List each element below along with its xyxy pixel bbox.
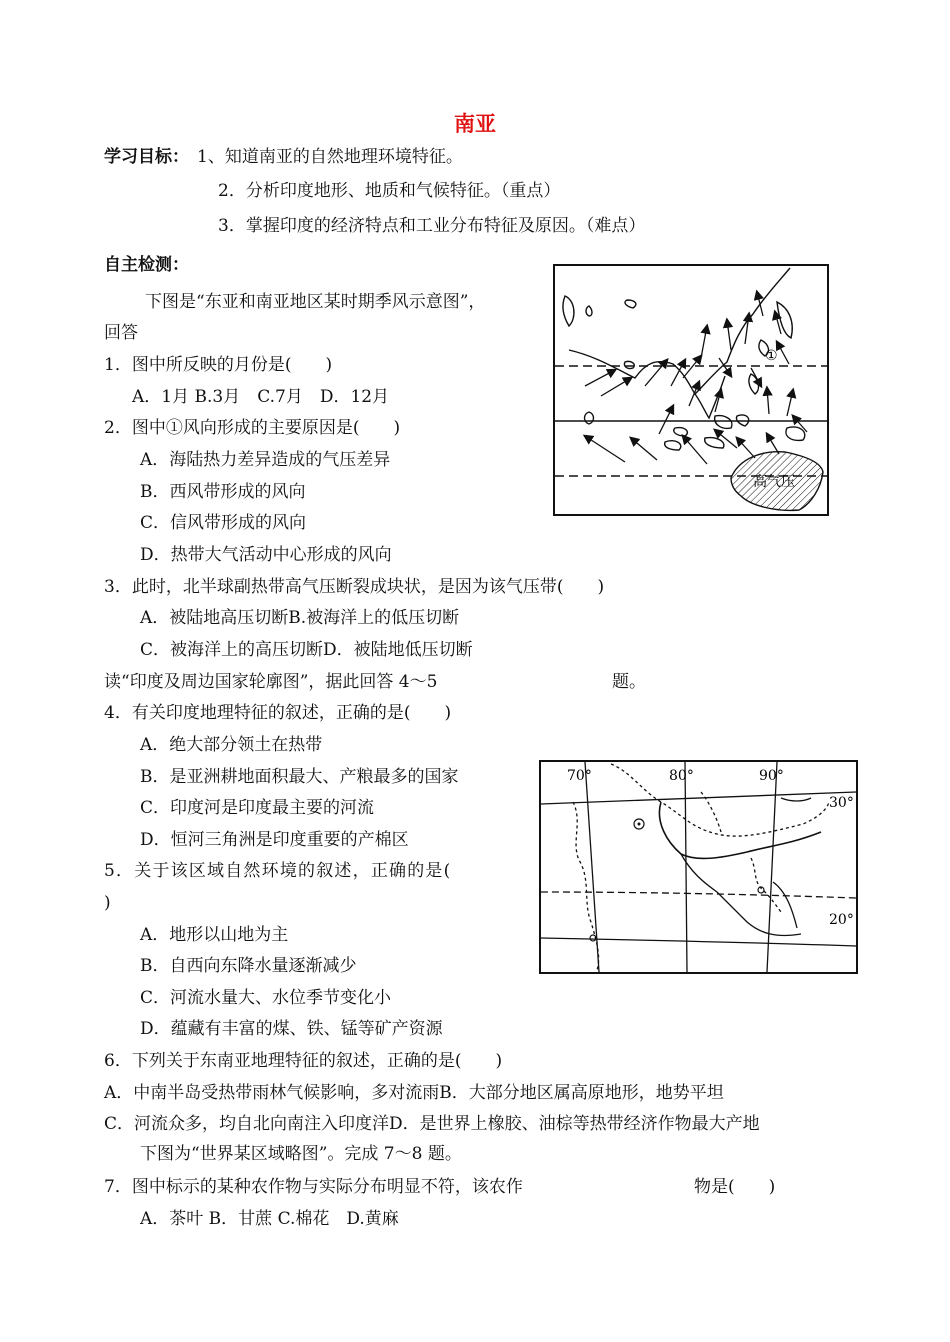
lat-30: 30° bbox=[829, 795, 854, 811]
q4-stem: 4．有关印度地理特征的叙述，正确的是( ) bbox=[104, 703, 452, 723]
q5-stem-cont: ) bbox=[104, 893, 111, 913]
objective-1: 1、知道南亚的自然地理环境特征。 bbox=[197, 147, 463, 167]
lon-70: 70° bbox=[567, 768, 592, 784]
q4-option-a: A．绝大部分领土在热带 bbox=[140, 735, 323, 755]
intro-1-line-2: 回答 bbox=[104, 323, 138, 343]
wind-label-1: ① bbox=[765, 348, 778, 364]
q1-stem: 1．图中所反映的月份是( ) bbox=[104, 355, 333, 375]
self-check-heading: 自主检测： bbox=[104, 255, 189, 275]
q5-option-a: A．地形以山地为主 bbox=[140, 925, 289, 945]
lon-80: 80° bbox=[669, 768, 694, 784]
objective-3: 3．掌握印度的经济特点和工业分布特征及原因。（难点） bbox=[218, 216, 646, 236]
q7-stem-a: 7．图中标示的某种农作物与实际分布明显不符，该农作 bbox=[104, 1177, 523, 1197]
lon-90: 90° bbox=[759, 768, 784, 784]
q6-options-ab: A．中南半岛受热带雨林气候影响，多对流雨B．大部分地区属高原地形，地势平坦 bbox=[104, 1083, 724, 1103]
india-outline-map bbox=[539, 760, 858, 974]
high-pressure-label: 高气压 bbox=[753, 474, 795, 490]
q6-options-cd: C．河流众多，均自北向南注入印度洋D．是世界上橡胶、油棕等热带经济作物最大产地 bbox=[104, 1114, 760, 1134]
objectives-label: 学习目标： bbox=[104, 147, 189, 167]
q2-stem: 2．图中①风向形成的主要原因是( ) bbox=[104, 418, 401, 438]
q4-option-b: B．是亚洲耕地面积最大、产粮最多的国家 bbox=[140, 767, 459, 787]
monsoon-map-drawing bbox=[555, 266, 827, 514]
read-map-3: 下图为“世界某区域略图”。完成 7～8 题。 bbox=[140, 1144, 462, 1164]
q2-option-b: B．西风带形成的风向 bbox=[140, 482, 306, 502]
q3-options-ab: A．被陆地高压切断B.被海洋上的低压切断 bbox=[140, 608, 460, 628]
lat-20: 20° bbox=[829, 912, 854, 928]
q6-stem: 6．下列关于东南亚地理特征的叙述，正确的是( ) bbox=[104, 1051, 503, 1071]
india-map-drawing bbox=[541, 762, 856, 972]
q3-options-cd: C．被海洋上的高压切断D．被陆地低压切断 bbox=[140, 640, 473, 660]
intro-1-line-1: 下图是“东亚和南亚地区某时期季风示意图”， bbox=[145, 292, 486, 312]
read-map-2-a: 读“印度及周边国家轮廓图”，据此回答 4～5 bbox=[104, 672, 438, 692]
objective-2: 2．分析印度地形、地质和气候特征。（重点） bbox=[218, 181, 561, 201]
q7-stem-b: 物是( ) bbox=[694, 1177, 776, 1197]
q1-options: A．1月 B.3月 C.7月 D．12月 bbox=[132, 387, 390, 407]
q2-option-d: D．热带大气活动中心形成的风向 bbox=[140, 545, 392, 565]
q5-option-c: C．河流水量大、水位季节变化小 bbox=[140, 988, 392, 1008]
q3-stem: 3．此时，北半球副热带高气压断裂成块状，是因为该气压带( ) bbox=[104, 577, 605, 597]
q5-option-b: B．自西向东降水量逐渐减少 bbox=[140, 956, 357, 976]
q2-option-c: C．信风带形成的风向 bbox=[140, 513, 307, 533]
read-map-2-b: 题。 bbox=[612, 672, 646, 692]
page-title: 南亚 bbox=[454, 112, 496, 136]
q2-option-a: A．海陆热力差异造成的气压差异 bbox=[140, 450, 391, 470]
monsoon-map bbox=[553, 264, 829, 516]
q5-stem: 5．关于该区域自然环境的叙述，正确的是( bbox=[104, 861, 452, 881]
q4-option-c: C．印度河是印度最主要的河流 bbox=[140, 798, 375, 818]
q5-option-d: D．蕴藏有丰富的煤、铁、锰等矿产资源 bbox=[140, 1019, 443, 1039]
q7-options: A．茶叶 B．甘蔗 C.棉花 D.黄麻 bbox=[140, 1209, 399, 1229]
q4-option-d: D．恒河三角洲是印度重要的产棉区 bbox=[140, 830, 409, 850]
